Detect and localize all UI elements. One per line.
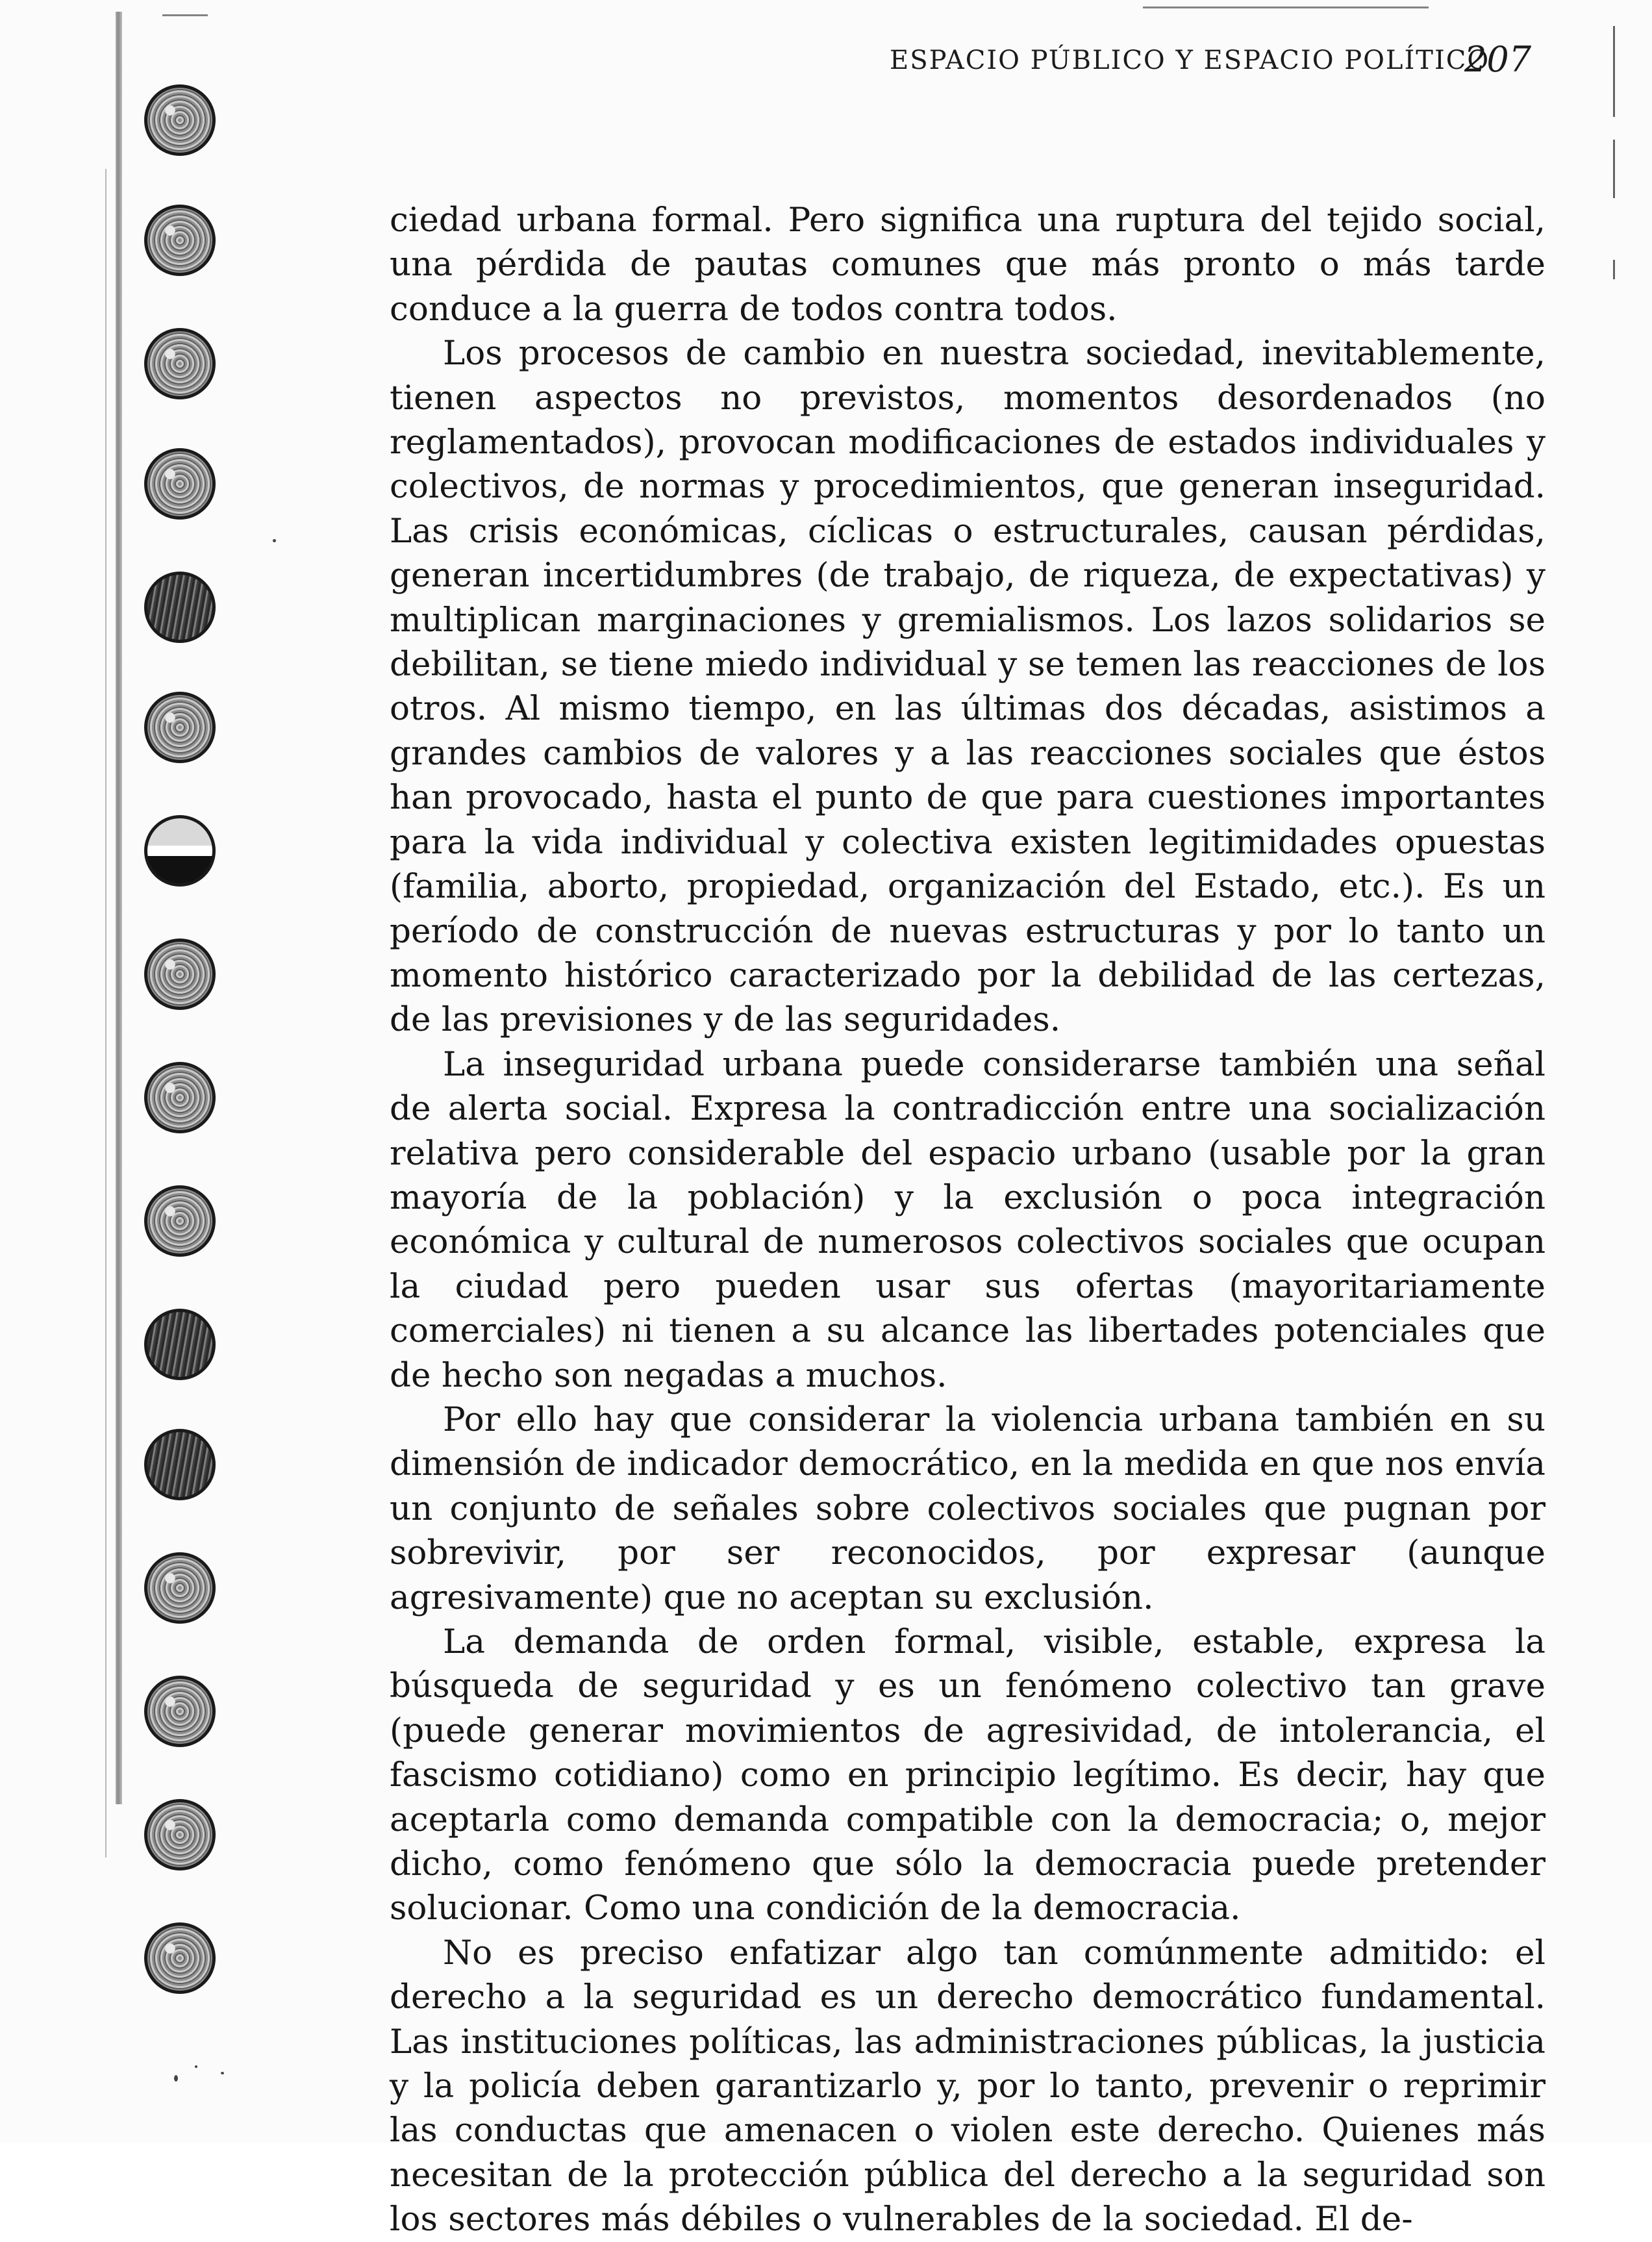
scan-artifact-edge: [1613, 26, 1615, 117]
binder-hole: [144, 938, 216, 1010]
binder-hole: [144, 815, 216, 887]
binder-hole: [144, 1062, 216, 1133]
running-header-title: ESPACIO PÚBLICO Y ESPACIO POLÍTICO: [890, 45, 1490, 75]
page-number: 207: [1464, 39, 1532, 80]
binder-hole: [144, 572, 216, 643]
binder-hole: [144, 1309, 216, 1380]
binder-hole: [144, 84, 216, 156]
paragraph: Por ello hay que considerar la violencia urbana también en su dimensión de indicador democrático, en la medida en que nos envía un conjunto de señales sobre colectivos sociales que pugnan por sobrevivir, por ser reconocidos, por expresar (aunque agresivamente) que no aceptan su exclusión.: [390, 1400, 1546, 1617]
binder-hole: [144, 692, 216, 763]
binder-hole: [144, 1552, 216, 1624]
paragraph: Los procesos de cambio en nuestra sociedad, inevitablemente, tienen aspectos no previstos, momentos desordenados (no reglamentados), provocan modificaciones de estados individuales y colectivos, de normas y procedimientos, que generan inseguridad. Las crisis económicas, cíclicas o estructurales, causan pérdidas, generan incertidumbres (de trabajo, de riqueza, de expectativas) y multiplican marginaciones y gremialismos. Los lazos solidarios se debilitan, se tiene miedo individual y se temen las reacciones de los otros. Al mismo tiempo, en las últimas dos décadas, asistimos a grandes cambios de valores y a las reacciones sociales que éstos han provocado, hasta el punto de que para cuestiones importantes para la vida individual y colectiva existen legitimidades opuestas (familia, aborto, propiedad, organización del Estado, etc.). Es un período de construcción de nuevas estructuras y por lo tanto un momento histórico caracterizado por la debilidad de las certezas, de las previsiones y de las seguridades.: [390, 334, 1546, 1040]
binder-hole: [144, 1429, 216, 1500]
body-text: [390, 198, 1546, 2242]
binder-hole: [144, 205, 216, 276]
binding-shadow-line: [105, 169, 106, 1858]
binder-hole: [144, 448, 216, 520]
binder-hole: [144, 328, 216, 399]
scan-artifact-edge: [1613, 260, 1615, 279]
scan-artifact-rule: [1143, 6, 1429, 8]
scan-speck: [195, 2065, 197, 2068]
binding-edge: [116, 12, 122, 1804]
binder-hole: [144, 1922, 216, 1994]
scan-artifact-mark: [162, 14, 208, 16]
scan-speck: [273, 539, 276, 542]
scan-speck: [221, 2072, 224, 2074]
binder-hole: [144, 1185, 216, 1257]
scan-artifact-edge: [1613, 140, 1615, 198]
scan-speck: [174, 2075, 178, 2082]
paragraph: La inseguridad urbana puede considerarse también una señal de alerta social. Expresa la contradicción entre una socialización relativa pero considerable del espacio urbano (usable por la gran mayoría de la población) y la exclusión o poca integración económica y cultural de numerosos colectivos sociales que ocupan la ciudad pero pueden usar sus ofertas (mayoritariamente comerciales) ni tienen a su alcance las libertades potenciales que de hecho son negadas a muchos.: [390, 1044, 1546, 1395]
paragraph: ciedad urbana formal. Pero significa una ruptura del tejido social, una pérdida de pautas comunes que más pronto o más tarde conduce a la guerra de todos contra todos.: [390, 201, 1546, 329]
paragraph: No es preciso enfatizar algo tan comúnmente admitido: el derecho a la seguridad es un derecho democrático fundamental. Las instituciones políticas, las administraciones públicas, la justicia y la policía deben garantizarlo y, por lo tanto, prevenir o reprimir las conductas que amenacen o violen este derecho. Quienes más necesitan de la protección pública del derecho a la seguridad son los sectores más débiles o vulnerables de la sociedad. El de-: [390, 1933, 1546, 2239]
paragraph: La demanda de orden formal, visible, estable, expresa la búsqueda de seguridad y es un fenómeno colectivo tan grave (puede generar movimientos de agresividad, de intolerancia, el fascismo cotidiano) como en principio legítimo. Es decir, hay que aceptarla como demanda compatible con la democracia; o, mejor dicho, como fenómeno que sólo la democracia puede pretender solucionar. Como una condición de la democracia.: [390, 1622, 1546, 1928]
binder-hole: [144, 1676, 216, 1747]
binder-hole: [144, 1799, 216, 1870]
